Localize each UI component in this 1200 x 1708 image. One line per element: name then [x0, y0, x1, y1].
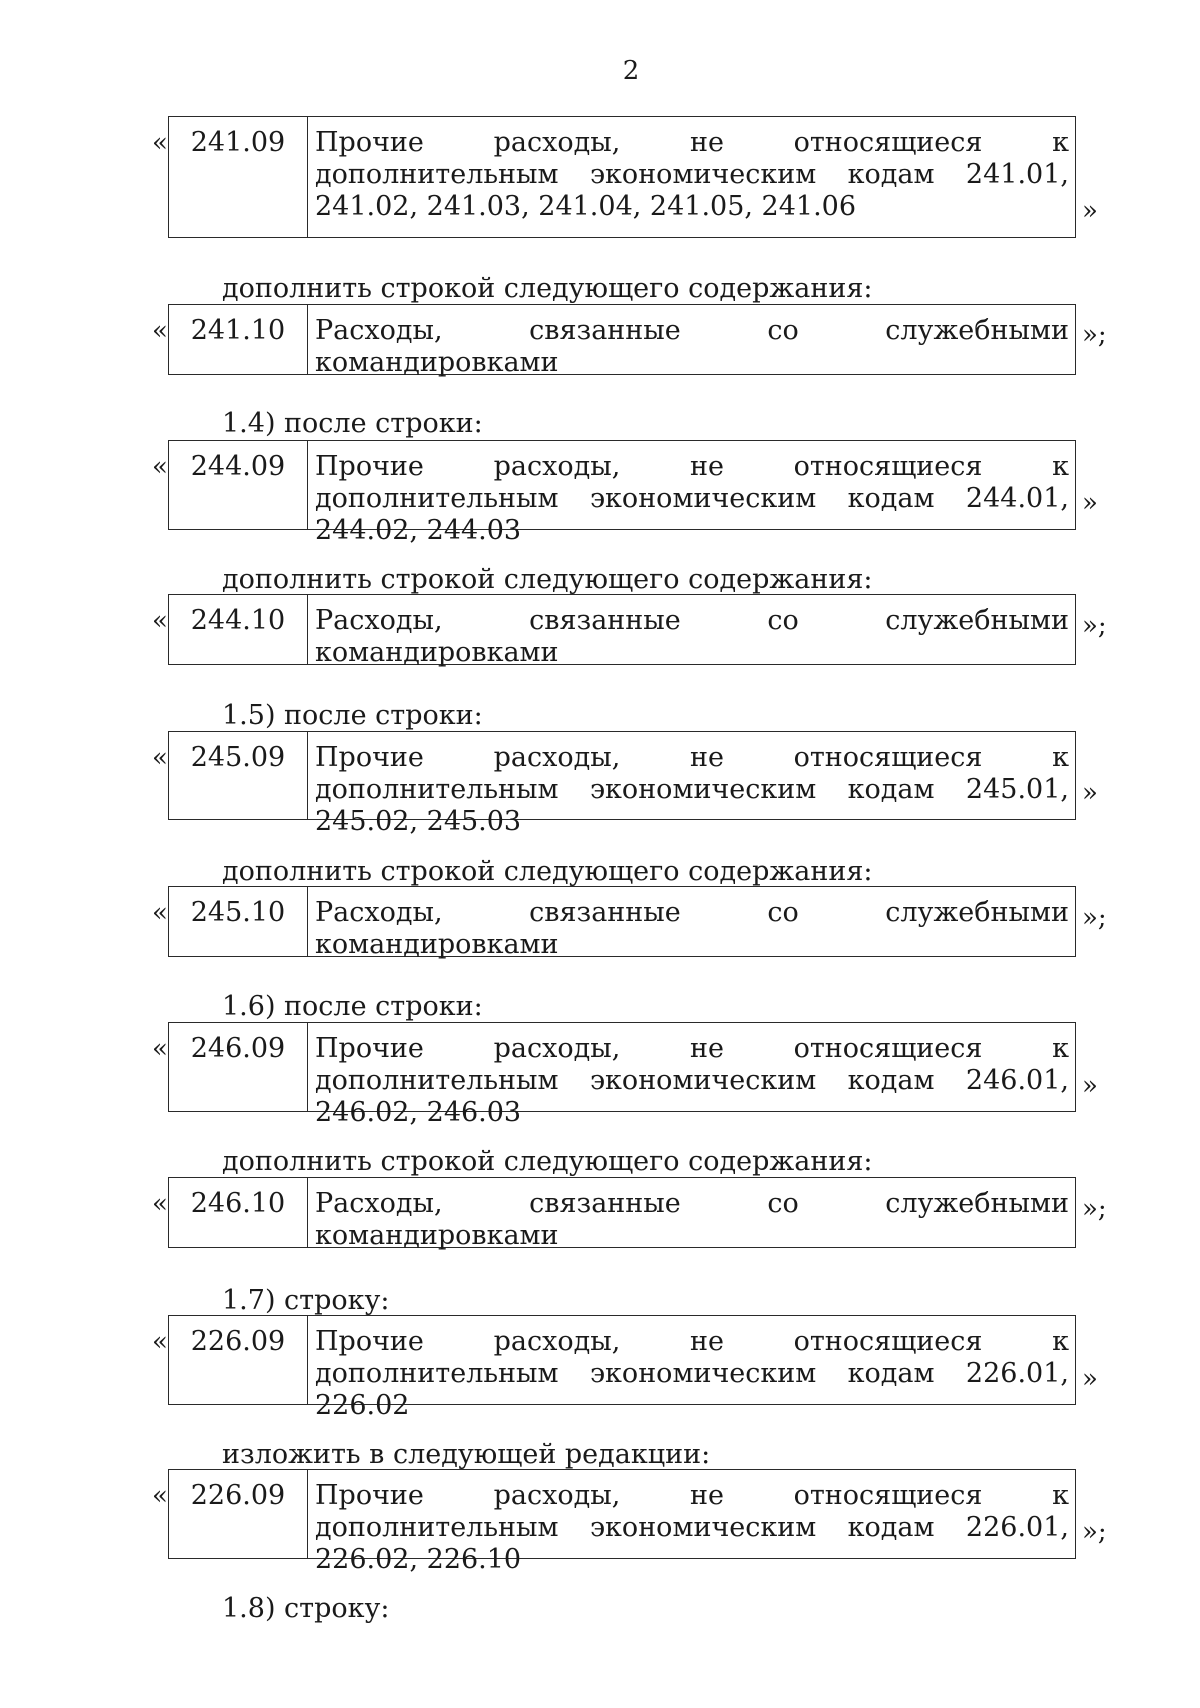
opening-quote: « — [152, 316, 168, 346]
code-description-cell: Расходы, связанные со служебными командировками — [315, 897, 1069, 960]
block-lead-text: 1.6) после строки: — [222, 991, 483, 1022]
economic-code-cell: 246.10 — [169, 1178, 308, 1247]
trailing-lead: 1.8) строку: — [222, 1593, 390, 1624]
code-table-row — [168, 594, 1076, 668]
code-description-cell: Прочие расходы, не относящиеся к дополнительным экономическим кодам 244.01, 244.02, 244.03 — [315, 451, 1069, 546]
closing-quote: » — [1082, 1071, 1098, 1101]
code-description-cell: Прочие расходы, не относящиеся к дополнительным экономическим кодам 226.01, 226.02, 226.10 — [315, 1480, 1069, 1575]
block-lead-text: дополнить строкой следующего содержания: — [222, 1146, 873, 1177]
closing-quote: » — [1082, 1364, 1098, 1394]
code-table-row — [168, 440, 1076, 546]
economic-code-cell: 245.10 — [169, 887, 308, 956]
code-description-cell: Расходы, связанные со служебными командировками — [315, 315, 1069, 378]
closing-quote: » — [1082, 778, 1098, 808]
opening-quote: « — [152, 128, 168, 158]
code-description-cell: Расходы, связанные со служебными командировками — [315, 605, 1069, 668]
closing-quote: »; — [1082, 611, 1107, 641]
code-description-cell: Прочие расходы, не относящиеся к дополнительным экономическим кодам 241.01, 241.02, 241.03, 241.04, 241.05, 241.06 — [315, 127, 1069, 222]
code-description-cell: Прочие расходы, не относящиеся к дополнительным экономическим кодам 246.01, 246.02, 246.03 — [315, 1033, 1069, 1128]
economic-code-cell: 226.09 — [169, 1316, 308, 1404]
code-description-cell: Прочие расходы, не относящиеся к дополнительным экономическим кодам 226.01, 226.02 — [315, 1326, 1069, 1421]
economic-code-cell: 241.10 — [169, 305, 308, 374]
closing-quote: »; — [1082, 1517, 1107, 1547]
closing-quote: »; — [1082, 1194, 1107, 1224]
block-lead-text: дополнить строкой следующего содержания: — [222, 273, 873, 304]
economic-code-cell: 241.09 — [169, 117, 308, 237]
block-lead-text: дополнить строкой следующего содержания: — [222, 564, 873, 595]
opening-quote: « — [152, 1189, 168, 1219]
opening-quote: « — [152, 898, 168, 928]
opening-quote: « — [152, 1481, 168, 1511]
opening-quote: « — [152, 1327, 168, 1357]
opening-quote: « — [152, 452, 168, 482]
opening-quote: « — [152, 743, 168, 773]
closing-quote: » — [1082, 488, 1098, 518]
code-table-row — [168, 1315, 1076, 1421]
economic-code-cell: 246.09 — [169, 1023, 308, 1111]
code-description-cell: Расходы, связанные со служебными командировками — [315, 1188, 1069, 1251]
code-table-row — [168, 116, 1076, 238]
closing-quote: »; — [1082, 903, 1107, 933]
block-lead-text: 1.4) после строки: — [222, 408, 483, 439]
code-table-row — [168, 304, 1076, 378]
economic-code-cell: 226.09 — [169, 1470, 308, 1558]
closing-quote: »; — [1082, 320, 1107, 350]
code-table-row — [168, 886, 1076, 960]
code-table-row — [168, 731, 1076, 837]
economic-code-cell: 244.10 — [169, 595, 308, 664]
page-number: 2 — [622, 56, 640, 86]
block-lead-text: дополнить строкой следующего содержания: — [222, 856, 873, 887]
opening-quote: « — [152, 606, 168, 636]
economic-code-cell: 244.09 — [169, 441, 308, 529]
block-lead-text: изложить в следующей редакции: — [222, 1439, 711, 1470]
block-lead-text: 1.7) строку: — [222, 1285, 390, 1316]
code-table-row — [168, 1022, 1076, 1128]
closing-quote: » — [1082, 196, 1098, 226]
block-lead-text: 1.5) после строки: — [222, 700, 483, 731]
code-table-row — [168, 1177, 1076, 1251]
code-description-cell: Прочие расходы, не относящиеся к дополнительным экономическим кодам 245.01, 245.02, 245.03 — [315, 742, 1069, 837]
code-table-row — [168, 1469, 1076, 1575]
opening-quote: « — [152, 1034, 168, 1064]
economic-code-cell: 245.09 — [169, 732, 308, 819]
